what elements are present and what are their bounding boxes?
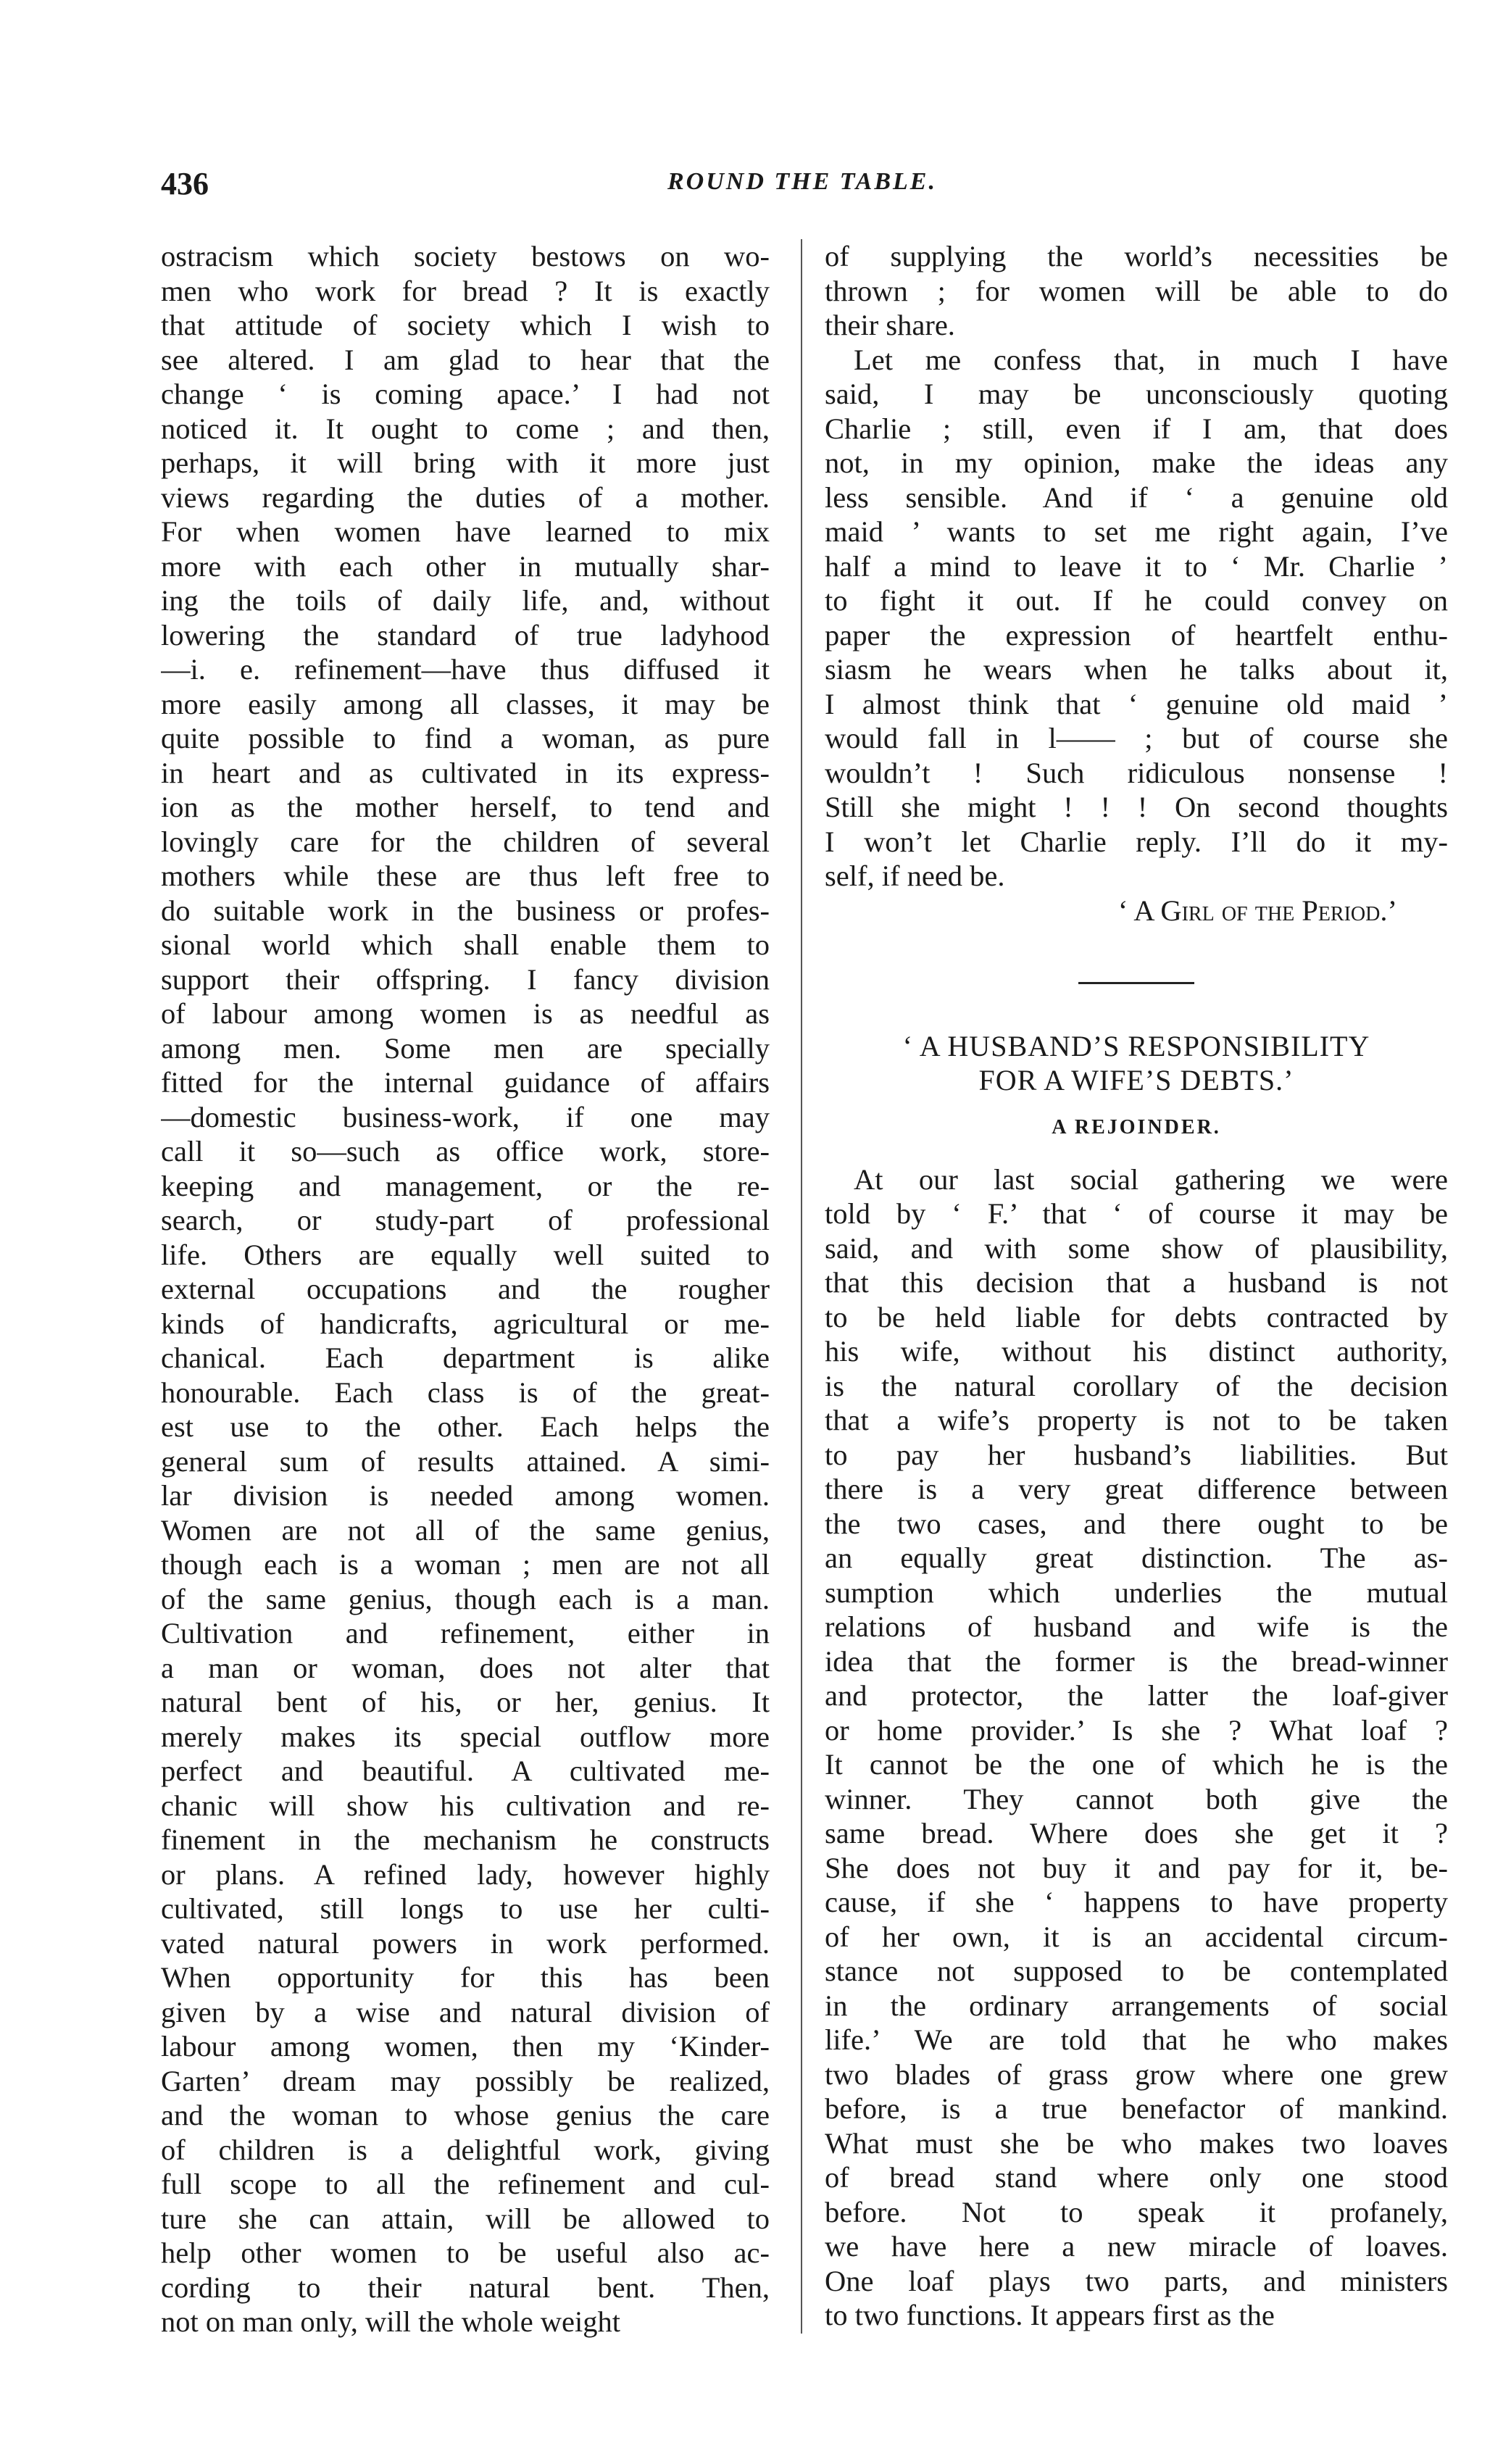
text-line: to be held liable for debts contracted by: [825, 1300, 1448, 1333]
text-line: siasm he wears when he talks about it,: [825, 653, 1448, 686]
text-line: ing the toils of daily life, and, without: [161, 584, 770, 617]
text-line: cording to their natural bent. Then,: [161, 2271, 770, 2304]
page-number: 436: [161, 166, 209, 201]
text-line: same bread. Where does she get it ?: [825, 1817, 1448, 1849]
text-line: perfect and beautiful. A cultivated me-: [161, 1755, 770, 1787]
text-line: less sensible. And if ‘ a genuine old: [825, 480, 1448, 514]
text-line: I almost think that ‘ genuine old maid ’: [825, 687, 1448, 720]
letter-continuation: [825, 239, 1448, 894]
text-line: She does not buy it and pay for it, be-: [825, 1851, 1448, 1884]
text-line: finement in the mechanism he constructs: [161, 1823, 770, 1856]
text-line: Cultivation and refinement, either in: [161, 1617, 770, 1649]
text-line: life. Others are equally well suited to: [161, 1238, 770, 1271]
text-line: It cannot be the one of which he is the: [825, 1748, 1448, 1781]
text-line: chanic will show his cultivation and re-: [161, 1789, 770, 1822]
text-line: keeping and management, or the re-: [161, 1169, 770, 1202]
text-line: their share.: [825, 309, 955, 341]
text-line: What must she be who makes two loaves: [825, 2126, 1448, 2160]
text-line: would fall in l—— ; but of course she: [825, 722, 1448, 754]
text-line: lar division is needed among women.: [161, 1479, 770, 1512]
text-line: self, if need be.: [825, 860, 1005, 892]
text-line: of bread stand where only one stood: [825, 2161, 1448, 2194]
text-line: maid ’ wants to set me right again, I’ve: [825, 515, 1448, 548]
text-line: kinds of handicrafts, agricultural or me-: [161, 1307, 770, 1340]
text-line: see altered. I am glad to hear that the: [161, 343, 770, 376]
text-line: that this decision that a husband is not: [825, 1266, 1448, 1299]
text-line: an equally great distinction. The as-: [825, 1541, 1448, 1574]
text-line: before. Not to speak it profanely,: [825, 2195, 1448, 2228]
text-line: two blades of grass grow where one grew: [825, 2057, 1448, 2091]
text-line: of her own, it is an accidental circum-: [825, 1920, 1448, 1953]
text-line: views regarding the duties of a mother.: [161, 480, 770, 514]
text-line: ion as the mother herself, to tend and: [161, 791, 770, 823]
article-body: [825, 1162, 1448, 2333]
section-separator: [1078, 982, 1194, 984]
text-line: his wife, without his distinct authority,: [825, 1335, 1448, 1368]
text-line: support their offspring. I fancy division: [161, 962, 770, 996]
letter-signature: ‘ A Girl of the Period.’: [1117, 894, 1397, 927]
text-line: do suitable work in the business or profes-: [161, 894, 770, 927]
text-line: Let me confess that, in much I have: [854, 343, 1448, 376]
text-line: told by ‘ F.’ that ‘ of course it may be: [825, 1197, 1448, 1230]
text-line: idea that the former is the bread-winner: [825, 1644, 1448, 1678]
text-line: sumption which underlies the mutual: [825, 1576, 1448, 1609]
text-line: —i. e. refinement—have thus diffused it: [161, 653, 770, 686]
text-line: natural bent of his, or her, genius. It: [161, 1686, 770, 1718]
text-line: mothers while these are thus left free to: [161, 860, 770, 892]
text-line: there is a very great difference between: [825, 1473, 1448, 1505]
text-line: est use to the other. Each helps the: [161, 1410, 770, 1443]
text-line: stance not supposed to be contemplated: [825, 1955, 1448, 1987]
text-line: we have here a new miracle of loaves.: [825, 2230, 1448, 2263]
text-line: wouldn’t ! Such ridiculous nonsense !: [825, 756, 1448, 789]
text-line: given by a wise and natural division of: [161, 1995, 770, 2028]
article-title-line-2: FOR A WIFE’S DEBTS.’: [978, 1064, 1294, 1096]
text-line: help other women to be useful also ac-: [161, 2236, 770, 2269]
text-line: said, and with some show of plausibility,: [825, 1231, 1448, 1265]
text-line: —domestic business-work, if one may: [161, 1100, 770, 1133]
text-line: external occupations and the rougher: [161, 1273, 770, 1305]
text-line: lovingly care for the children of several: [161, 825, 770, 858]
text-line: change ‘ is coming apace.’ I had not: [161, 378, 770, 410]
text-line: Garten’ dream may possibly be realized,: [161, 2064, 770, 2097]
text-line: of supplying the world’s necessities be: [825, 240, 1448, 272]
text-line: to two functions. It appears first as the: [825, 2299, 1275, 2331]
text-line: Women are not all of the same genius,: [161, 1513, 770, 1547]
text-line: When opportunity for this has been: [161, 1961, 770, 1994]
text-line: before, is a true benefactor of mankind.: [825, 2092, 1448, 2125]
text-line: At our last social gathering we were: [854, 1162, 1448, 1196]
text-line: and protector, the latter the loaf-giver: [825, 1679, 1448, 1712]
text-line: not, in my opinion, make the ideas any: [825, 446, 1448, 479]
text-line: among men. Some men are specially: [161, 1031, 770, 1065]
text-line: paper the expression of heartfelt enthu-: [825, 618, 1448, 652]
text-line: merely makes its special outflow more: [161, 1720, 770, 1753]
text-line: of the same genius, though each is a man.: [161, 1582, 770, 1615]
text-line: relations of husband and wife is the: [825, 1610, 1448, 1643]
text-line: lowering the standard of true ladyhood: [161, 618, 770, 652]
text-line: half a mind to leave it to ‘ Mr. Charlie ’: [825, 549, 1448, 583]
text-line: said, I may be unconsciously quoting: [825, 378, 1448, 410]
text-line: men who work for bread ? It is exactly: [161, 274, 770, 307]
article-title-line-1: ‘ A HUSBAND’S RESPONSIBILITY: [902, 1030, 1370, 1062]
text-line: of children is a delightful work, giving: [161, 2133, 770, 2166]
text-line: thrown ; for women will be able to do: [825, 274, 1448, 307]
text-line: or plans. A refined lady, however highly: [161, 1857, 770, 1891]
text-line: noticed it. It ought to come ; and then,: [161, 412, 770, 445]
text-line: in heart and as cultivated in its express-: [161, 756, 770, 789]
left-column: [161, 239, 770, 2339]
text-line: cause, if she ‘ happens to have property: [825, 1886, 1448, 1918]
article-subtitle: A REJOINDER.: [1052, 1116, 1221, 1139]
text-line: life.’ We are told that he who makes: [825, 2023, 1448, 2056]
text-line: not on man only, will the whole weight: [161, 2305, 621, 2338]
page-header: [161, 165, 1444, 216]
text-line: is the natural corollary of the decision: [825, 1369, 1448, 1402]
text-line: perhaps, it will bring with it more just: [161, 446, 770, 479]
text-line: Still she might ! ! ! On second thoughts: [825, 791, 1448, 823]
column-divider: [801, 239, 802, 2334]
text-line: quite possible to find a woman, as pure: [161, 722, 770, 754]
right-column: [825, 239, 1448, 2333]
text-line: One loaf plays two parts, and ministers: [825, 2264, 1448, 2297]
text-line: I won’t let Charlie reply. I’ll do it my-: [825, 825, 1448, 858]
text-line: that attitude of society which I wish to: [161, 309, 770, 341]
text-line: sional world which shall enable them to: [161, 928, 770, 961]
text-line: winner. They cannot both give the: [825, 1782, 1448, 1815]
text-line: honourable. Each class is of the great-: [161, 1375, 770, 1409]
text-line: in the ordinary arrangements of social: [825, 1989, 1448, 2022]
running-title: ROUND THE TABLE.: [667, 168, 937, 195]
text-line: ostracism which society bestows on wo-: [161, 240, 770, 272]
text-line: vated natural powers in work performed.: [161, 1926, 770, 1960]
text-line: chanical. Each department is alike: [161, 1341, 770, 1374]
text-line: the two cases, and there ought to be: [825, 1507, 1448, 1540]
text-line: ture she can attain, will be allowed to: [161, 2202, 770, 2235]
text-line: full scope to all the refinement and cul-: [161, 2168, 770, 2200]
text-line: that a wife’s property is not to be taken: [825, 1404, 1448, 1436]
text-line: of labour among women is as needful as: [161, 997, 770, 1030]
text-line: more with each other in mutually shar-: [161, 549, 770, 583]
text-line: labour among women, then my ‘Kinder-: [161, 2030, 770, 2063]
text-line: cultivated, still longs to use her culti-: [161, 1892, 770, 1925]
text-line: call it so—such as office work, store-: [161, 1135, 770, 1168]
text-line: more easily among all classes, it may be: [161, 687, 770, 720]
text-line: For when women have learned to mix: [161, 515, 770, 548]
text-line: Charlie ; still, even if I am, that does: [825, 412, 1448, 445]
text-line: though each is a woman ; men are not all: [161, 1548, 770, 1581]
text-line: general sum of results attained. A simi-: [161, 1444, 770, 1478]
text-line: a man or woman, does not alter that: [161, 1651, 770, 1684]
text-line: search, or study-part of professional: [161, 1204, 770, 1236]
text-line: fitted for the internal guidance of affairs: [161, 1066, 770, 1099]
text-line: or home provider.’ Is she ? What loaf ?: [825, 1713, 1448, 1747]
text-line: to pay her husband’s liabilities. But: [825, 1438, 1448, 1471]
text-line: to fight it out. If he could convey on: [825, 584, 1448, 617]
text-line: and the woman to whose genius the care: [161, 2099, 770, 2131]
